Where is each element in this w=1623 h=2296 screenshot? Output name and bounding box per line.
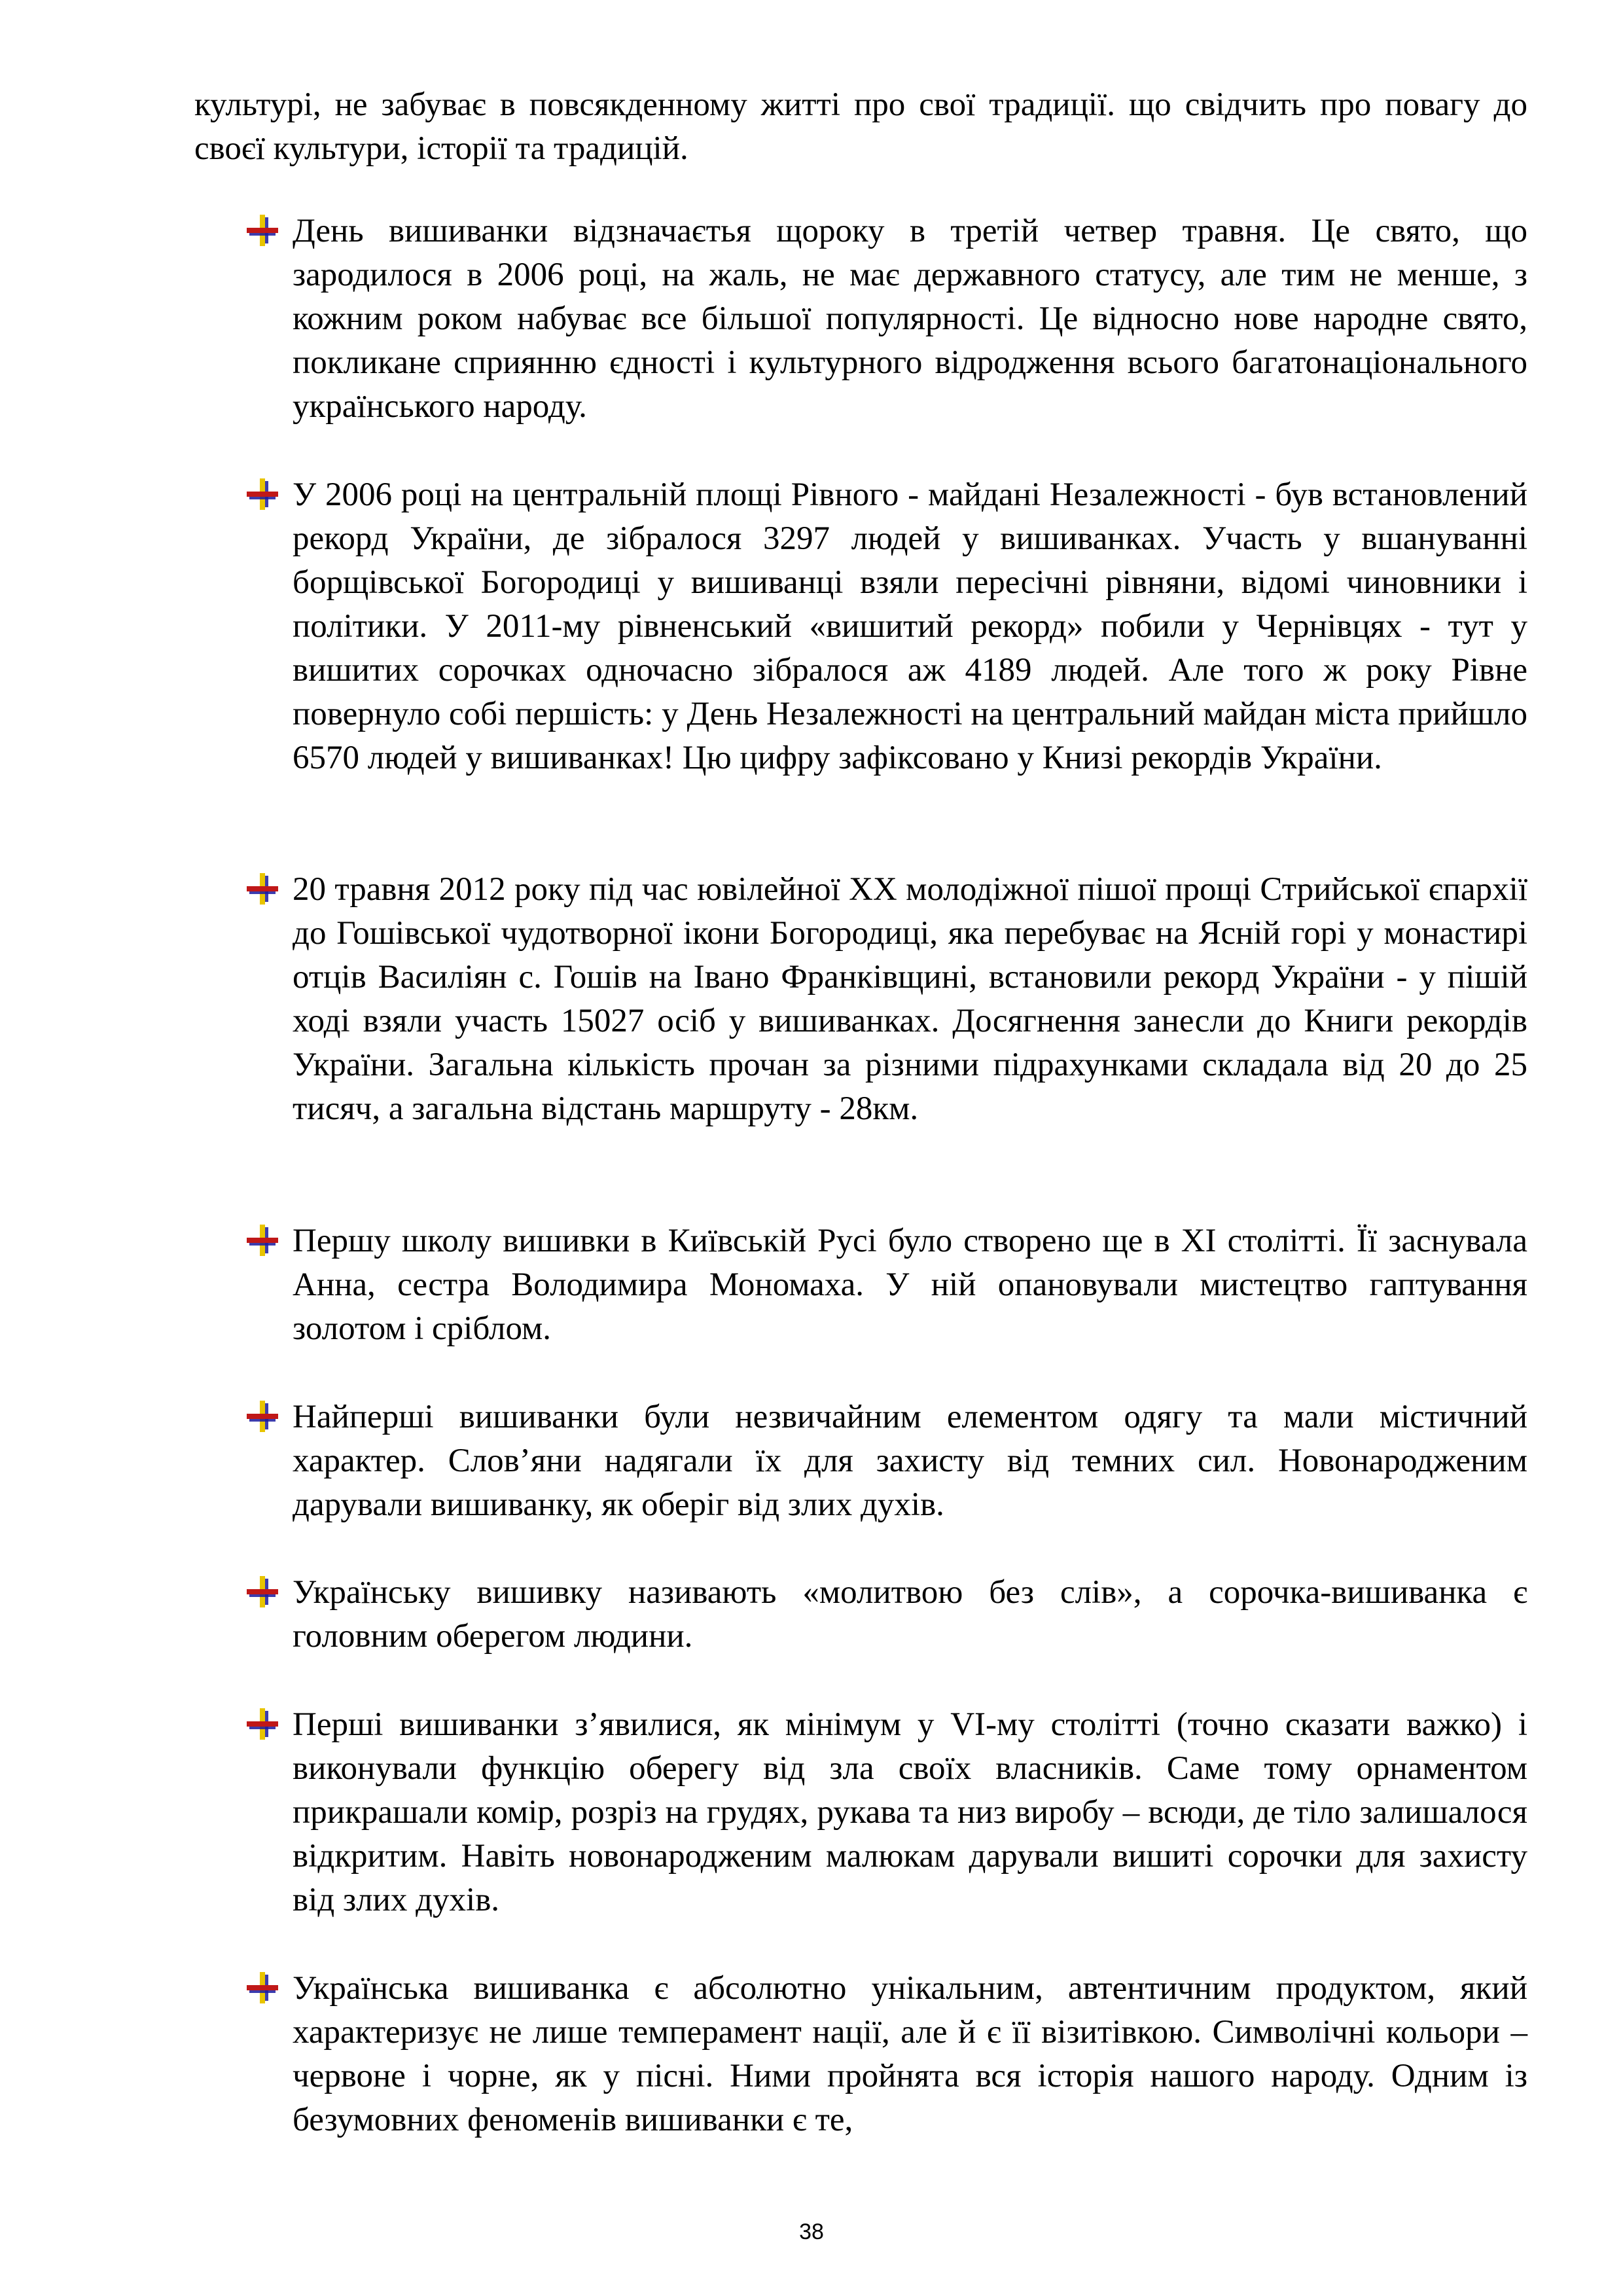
push-pin-cross-icon [245, 1971, 279, 2005]
push-pin-cross-icon [245, 872, 279, 906]
bullet-item-sixth-century: Перші вишиванки з’явилися, як мінімум у VI-му столітті (точно сказати важко) і виконували функцію оберегу від зла своїх власників. Саме тому орнаментом прикрашали комір, розріз на грудях, рукава та низ виробу – всюди, де тіло залишалося відкритим. Навіть новонародженим малюкам дарували вишиті сорочки для захисту від злих духів. [293, 1706, 1527, 1918]
bullet-item-pilgrimage-record: 20 травня 2012 року під час ювілейної XX молодіжної пішої прощі Стрийської єпархії до Гошівської чудотворної ікони Богородиці, яка перебуває на Ясній горі у монастирі отців Василіян с. Гошів на Івано Франківщині, встановили рекорд України - у пішій ході взяли участь 15027 осіб у вишиванках. Досягнення занесли до Книги рекордів України. Загальна кількість прочан за різними підрахунками складала від 20 до 25 тисяч, а загальна відстань маршруту - 28км. [293, 871, 1527, 1127]
bullet-item-first-vyshyvanky: Найперші вишиванки були незвичайним елементом одягу та мали містичний характер. Слов’яни надягали їх для захисту від темних сил. Новонародженим дарували вишиванку, як оберіг від злих духів. [293, 1399, 1527, 1523]
push-pin-cross-icon [245, 1399, 279, 1433]
push-pin-cross-icon [245, 477, 279, 511]
push-pin-cross-icon [245, 1223, 279, 1257]
bullet-item-record-day: День вишиванки відзначаєтья щороку в третій четвер травня. Це свято, що зародилося в 2006 році, на жаль, не має державного статусу, але тим не менше, з кожним роком набуває все більшої популярності. Це відносно нове народне свято, покликане сприянню єдності і культурного відродження всього багатонаціонального українського народу. [293, 213, 1527, 425]
push-pin-cross-icon [245, 213, 279, 247]
bullet-item-rivne-record: У 2006 році на центральній площі Рівного - майдані Незалежності - був встановлений рекорд України, де зібралося 3297 людей у вишиванках. Участь у вшануванні борщівської Богородиці у вишиванці взяли пересічні рівняни, відомі чиновники і політики. У 2011-му рівненський «вишитий рекорд» побили у Чернівцях - тут у вишитих сорочках одночасно зібралося аж 4189 людей. Але того ж року Рівне повернуло собі першість: у День Незалежності на центральний майдан міста прийшло 6570 людей у вишиванках! Цю цифру зафіксовано у Книзі рекордів України. [293, 476, 1527, 776]
lead-paragraph: культурі, не забуває в повсякденному житті про свої традиції. що свідчить про повагу до своєї культури, історії та традицій. [194, 86, 1527, 167]
push-pin-cross-icon [245, 1707, 279, 1741]
bullet-item-prayer-without-words: Українську вишивку називають «молитвою без слів», а сорочка-вишиванка є головним оберегом людини. [293, 1574, 1527, 1655]
bullet-item-unique-product: Українська вишиванка є абсолютно унікальним, автентичним продуктом, який характеризує не лише темперамент нації, але й є її візитівкою. Символічні кольори – червоне і чорне, як у пісні. Ними пройнята вся історія нашого народу. Одним із безумовних феноменів вишиванки є те, [293, 1970, 1527, 2138]
bullet-item-first-school: Першу школу вишивки в Київській Русі було створено ще в XI столітті. Її заснувала Анна, сестра Володимира Мономаха. У ній опановували мистецтво гаптування золотом і сріблом. [293, 1223, 1527, 1347]
page-number: 38 [799, 2219, 824, 2244]
push-pin-cross-icon [245, 1575, 279, 1609]
